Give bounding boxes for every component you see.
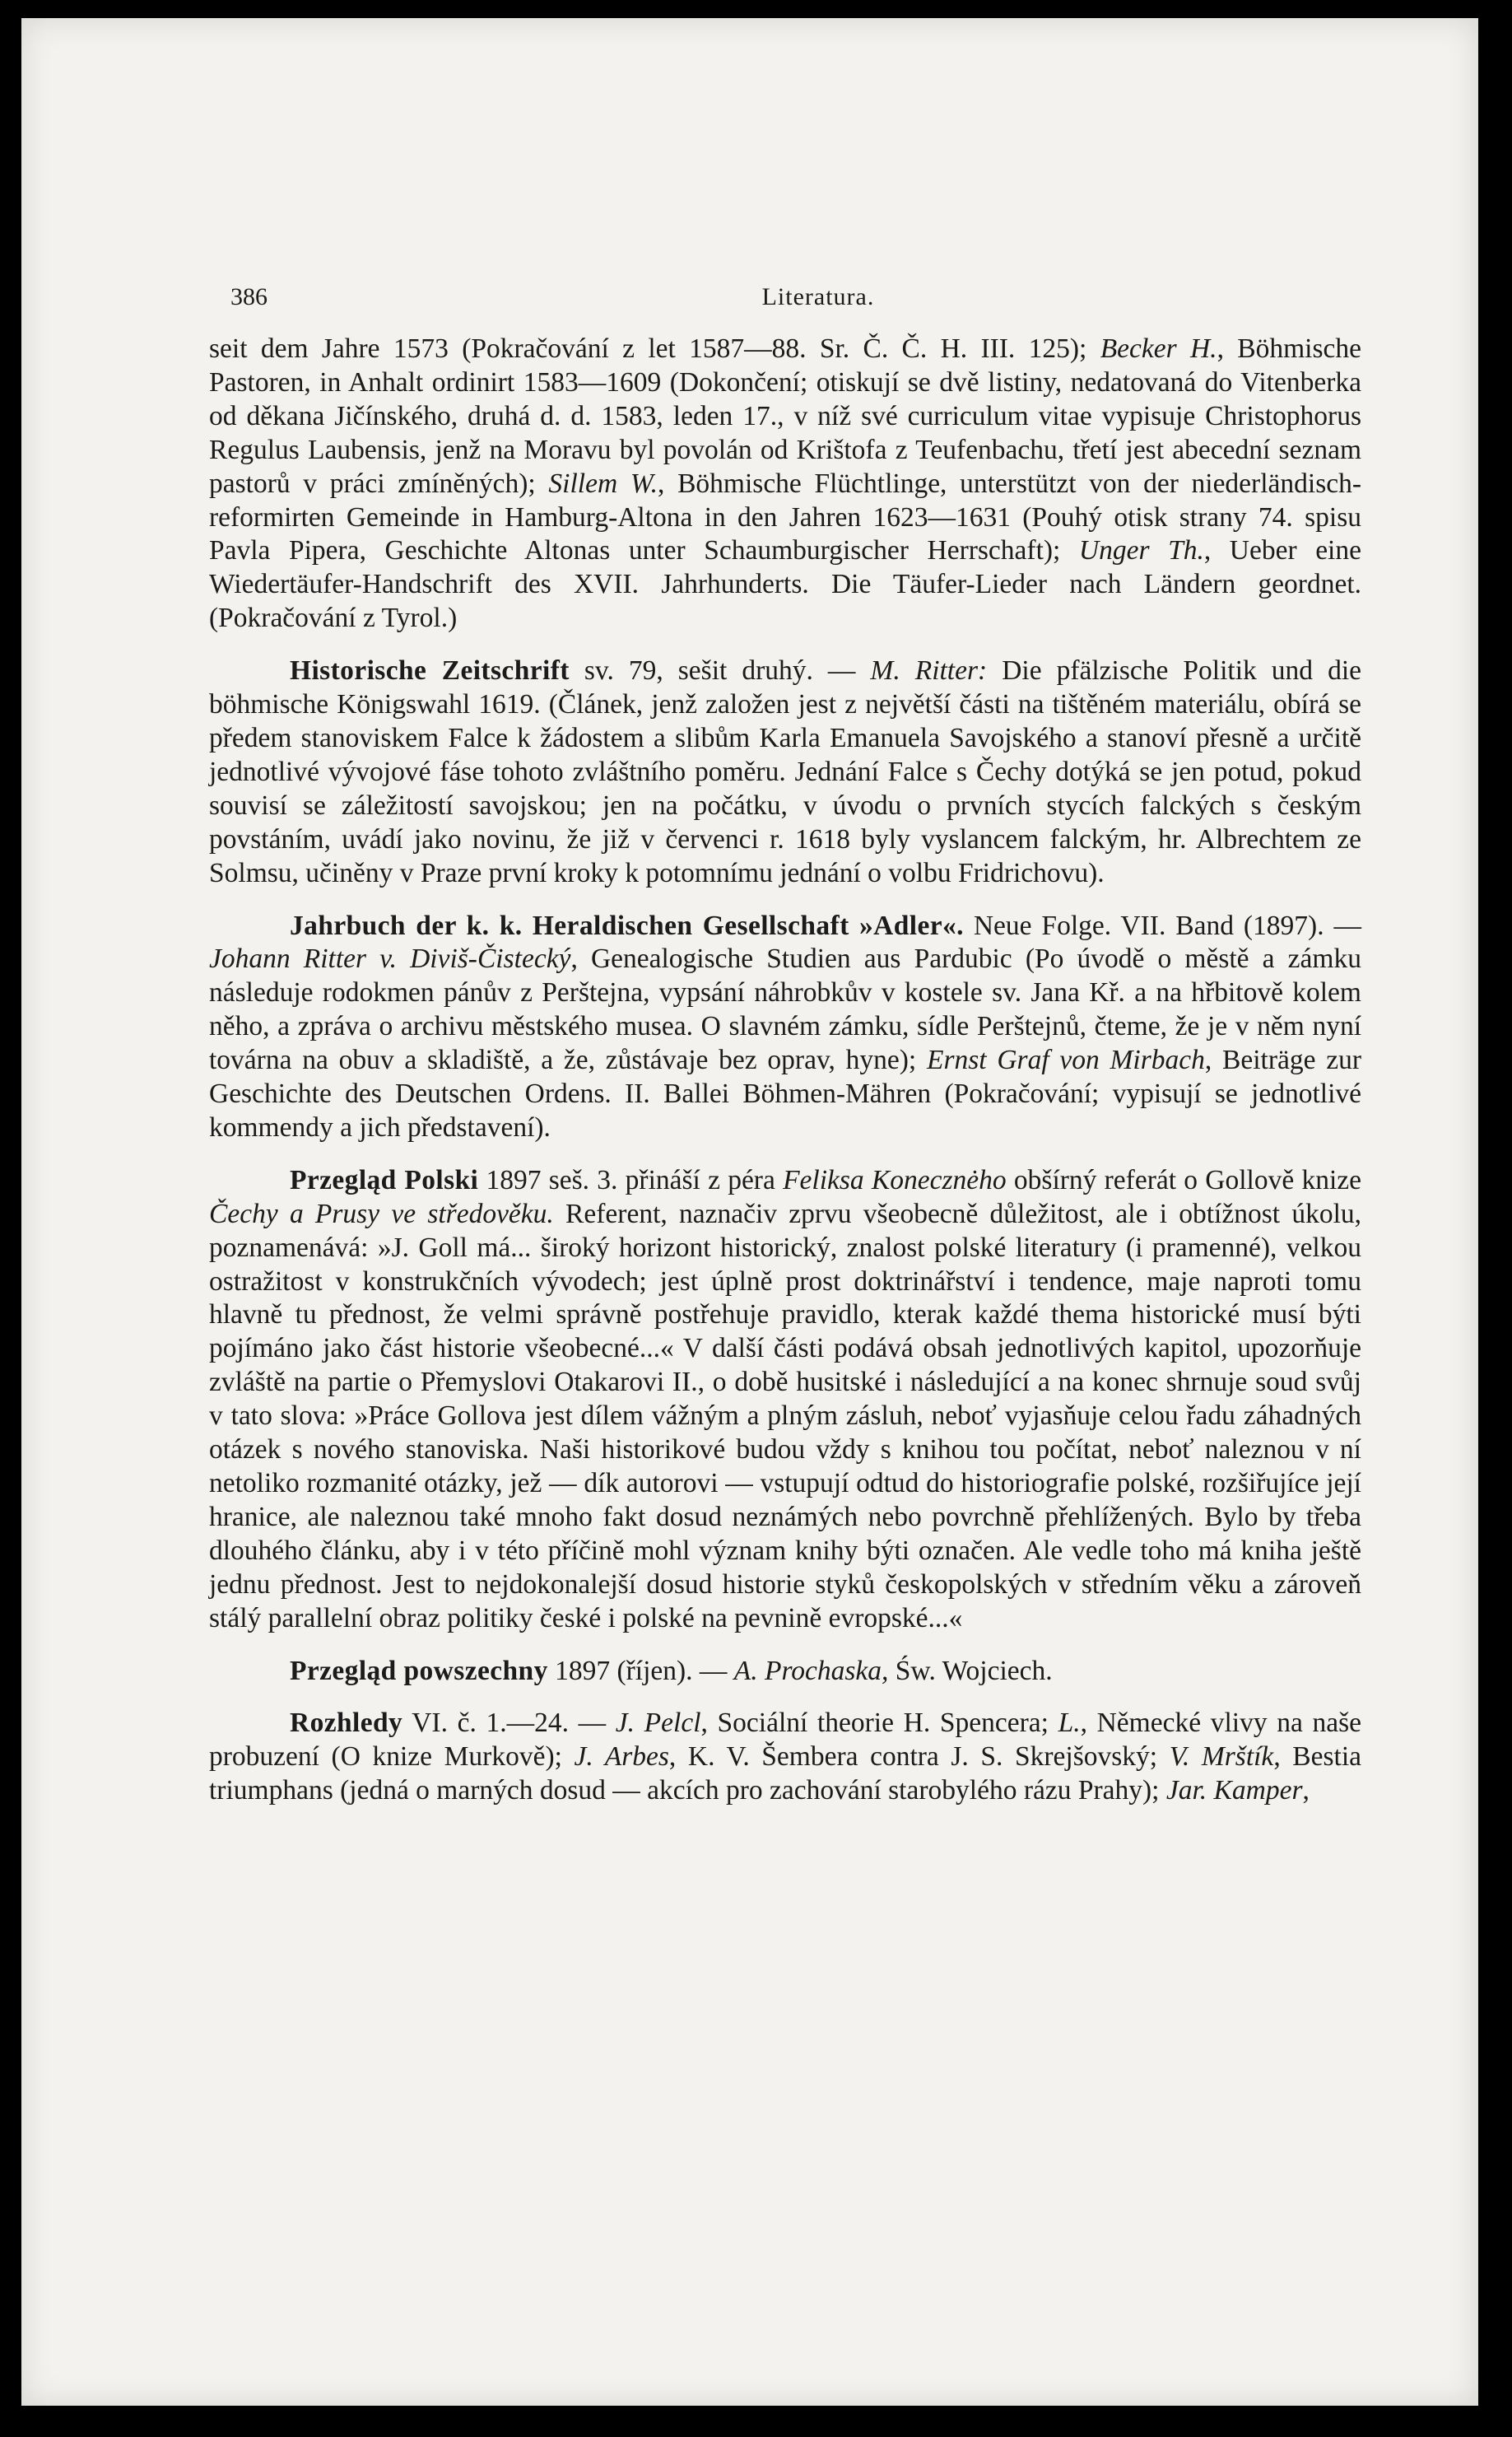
- article-body: [209, 333, 1361, 1808]
- journal-title: Historische Zeitschrift: [290, 655, 570, 687]
- author-ritter: M. Ritter:: [870, 655, 988, 687]
- author-l: L.: [1058, 1708, 1081, 1739]
- entry-przeglad-polski: Przegląd Polski 1897 seš. 3. přináší z péra Feliksa Konecznėho obšírný referát o Gollově knize Čechy a Prusy ve středověku. Referent, naznačiv zprvu všeobecně důležitost, ale i obtížnost úkolu, poznamenává: »J. Goll má... široký horizont historický, znalost polské literatury (i pramenné), velkou ostražitost v konstrukčních vývodech; jest úplně prost doktrinářství i tendence, maje naproti tomu hlavně tu přednost, že velmi správně postřehuje pravidlo, kterak každé thema historické musí býti pojímáno jako část historie všeobecné...« V další části podává obsah jednotlivých kapitol, upozorňuje zvláště na partie o Přemyslovi Otakarovi II., o době husitské i následující a na konec shrnuje soud svůj v tato slova: »Práce Gollova jest dílem vážným a plným zásluh, neboť vyjasňuje celou řadu záhadných otázek s nového stanoviska. Naši historikové budou vždy s knihou tou počítat, neboť naleznou v ní netoliko rozmanité otázky, jež — dík autorovi — vstupují odtud do historiografie polské, rozšiřujíce její hranice, ale naleznou také mnoho fakt dosud neznámých nebo povrchně přehlížených. Bylo by třeba dlouhého článku, aby i v této příčině mohl význam knihy býti označen. Ale vedle toho má kniha ještě jednu přednost. Jest to nejdokonalejší dosud historie styků českopolských v středním věku a zároveň stálý parallelní obraz politiky české i polské na pevnině evropské...«: [209, 1164, 1362, 1633]
- intro-paragraph: seit dem Jahre 1573 (Pokračování z let 1587—88. Sr. Č. Č. H. III. 125); Becker H., Böhmische Pastoren, in Anhalt ordinirt 1583—1609 (Dokončení; otiskují se dvě listiny, nedatovaná do Vitenberka od děkana Jičínského, druhá d. d. 1583, leden 17., v níž své curriculum vitae vypisuje Christophorus Regulus Laubensis, jenž na Moravu byl povolán od Krištofa z Teufenbachu, třetí jest abecední seznam pastorů v práci zmíněných); Sillem W., Böhmische Flüchtlinge, unterstützt von der niederländisch-reformirten Gemeinde in Hamburg-Altona in den Jahren 1623—1631 (Pouhý otisk strany 74. spisu Pavla Pipera, Geschichte Altonas unter Schaumburgischer Herrschaft); Unger Th., Ueber eine Wiedertäufer-Handschrift des XVII. Jahrhunderts. Die Täufer-Lieder nach Ländern geordnet. (Pokračování z Tyrol.): [209, 333, 1362, 634]
- author-arbes: J. Arbes: [574, 1741, 669, 1773]
- journal-title: Jahrbuch der k. k. Heraldischen Gesellschaft »Adler«.: [290, 910, 964, 941]
- book-title: Čechy a Prusy ve středověku.: [209, 1198, 554, 1229]
- running-title: Literatura.: [761, 283, 875, 310]
- author-koneczny: Feliksa Konecznėho: [783, 1164, 1007, 1195]
- author-unger: Unger Th.: [1078, 535, 1204, 566]
- author-kamper: Jar. Kamper: [1165, 1775, 1303, 1806]
- journal-title: Przegląd powszechny: [290, 1655, 548, 1686]
- author-mirbach: Ernst Graf von Mirbach: [927, 1045, 1205, 1076]
- author-mrstik: V. Mrštík: [1169, 1741, 1274, 1773]
- entry-przeglad-powszechny: Przegląd powszechny 1897 (říjen). — A. Prochaska, Św. Wojciech.: [290, 1655, 1053, 1686]
- page-header: [230, 283, 1406, 316]
- entry-rozhledy: Rozhledy VI. č. 1.—24. — J. Pelcl, Sociální theorie H. Spencera; L., Německé vlivy na naše probuzení (O knize Murkově); J. Arbes, K. V. Šembera contra J. S. Skrejšovský; V. Mrštík, Bestia triumphans (jedná o marných dosud — akcích pro zachování starobylého rázu Prahy); Jar. Kamper,: [209, 1708, 1362, 1806]
- author-prochaska: A. Prochaska,: [733, 1655, 889, 1686]
- author-sillem: Sillem W.: [548, 468, 658, 499]
- entry-historische-zeitschrift: Historische Zeitschrift sv. 79, sešit druhý. — M. Ritter: Die pfälzische Politik und die böhmische Königswahl 1619. (Článek, jenž založen jest z největší části na tištěném materiálu, obírá se předem stanoviskem Falce k žádostem a slibům Karla Emanuela Savojského a stanoví přesně a určitě jednotlivé vývojové fáse tohoto zvláštního poměru. Jednání Falce s Čechy dotýká se jen potud, pokud souvisí se záležitostí savojskou; jen na počátku, v úvodu o prvních stycích falckých s českým povstáním, uvádí jako novinu, že již v červenci r. 1618 byly vyslancem falckým, hr. Albrechtem ze Solmsu, učiněny v Praze první kroky k potomnímu jednání o volbu Fridrichovu).: [209, 655, 1361, 888]
- author-pelcl: J. Pelcl: [615, 1708, 701, 1739]
- journal-title: Rozhledy: [290, 1708, 403, 1739]
- page-number: 386: [230, 283, 268, 310]
- author-divis: Johann Ritter v. Diviš-Čistecký: [209, 944, 571, 975]
- entry-jahrbuch-adler: Jahrbuch der k. k. Heraldischen Gesellschaft »Adler«. Neue Folge. VII. Band (1897). — Johann Ritter v. Diviš-Čistecký, Genealogische Studien aus Pardubic (Po úvodě o městě a zámku následuje rodokmen pánův z Perštejna, vypsání náhrobkův v kostele sv. Jana Kř. a na hřbitově kolem něho, a zpráva o archivu městského musea. O slavném zámku, sídle Perštejnů, čteme, že je v něm nyní továrna na obuv a skladiště, a že, zůstávaje bez oprav, hyne); Ernst Graf von Mirbach, Beiträge zur Geschichte des Deutschen Ordens. II. Ballei Böhmen-Mähren (Pokračování; vypisují se jednotlivé kommendy a jich představení).: [209, 910, 1362, 1143]
- journal-title: Przegląd Polski: [290, 1164, 479, 1195]
- author-becker: Becker H.: [1100, 333, 1217, 364]
